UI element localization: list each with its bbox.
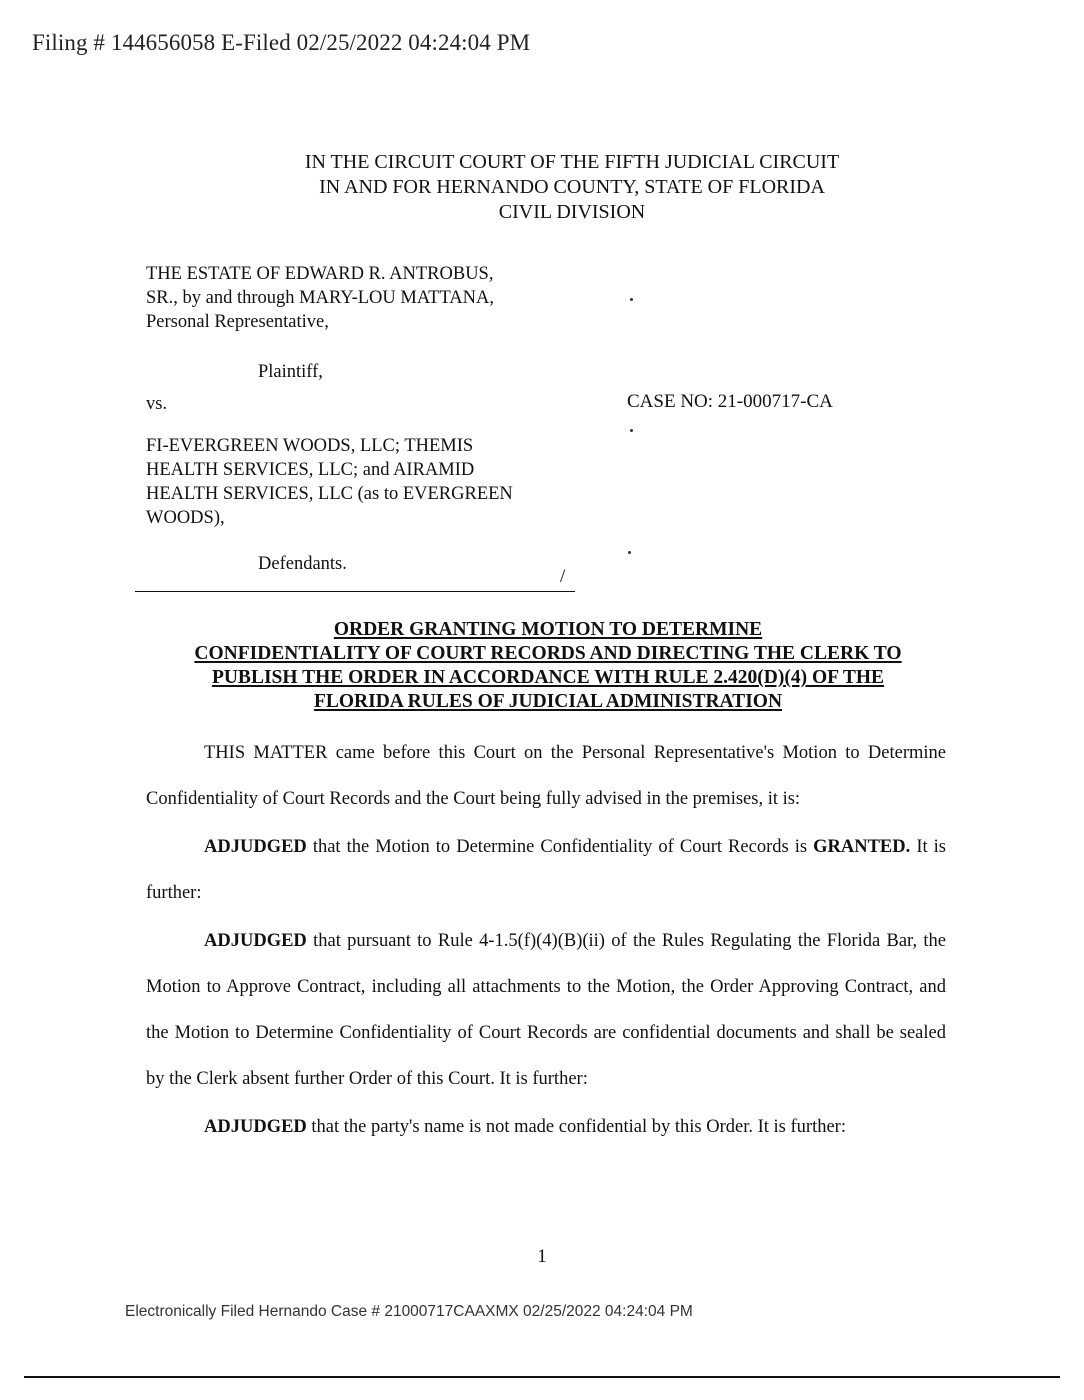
plaintiff-role: Plaintiff, [258,362,323,382]
defendant-line: FI-EVERGREEN WOODS, LLC; THEMIS [146,436,474,456]
order-title-line: ORDER GRANTING MOTION TO DETERMINE [333,619,763,640]
defendant-role: Defendants. [258,554,347,574]
adjudged-label: ADJUDGED [204,931,307,951]
order-title-line: CONFIDENTIALITY OF COURT RECORDS AND DIRECTING THE CLERK TO [194,643,902,664]
paragraph-confidential [146,918,946,1102]
scan-speck [630,298,633,301]
filing-header: Filing # 144656058 E-Filed 02/25/2022 04:24:04 PM [32,30,531,55]
caption-rule [135,591,575,592]
plaintiff-line: THE ESTATE OF EDWARD R. ANTROBUS, [146,264,494,284]
order-title [0,618,1084,714]
paragraph-party-name [146,1104,946,1150]
defendant-line: HEALTH SERVICES, LLC; and AIRAMID [146,460,475,480]
plaintiff-line: Personal Representative, [146,312,329,332]
case-caption [146,262,586,576]
defendant-line: HEALTH SERVICES, LLC (as to EVERGREEN [146,484,513,504]
caption-slash: / [560,566,566,587]
paragraph-text: that the party's name is not made confidential by this Order. It is further: [306,1117,846,1137]
paragraph-granted [146,824,946,916]
order-body [146,730,946,1150]
court-heading-line: CIVIL DIVISION [498,201,646,223]
court-heading-line: IN THE CIRCUIT COURT OF THE FIFTH JUDICIAL CIRCUIT [304,151,840,173]
defendant-line: WOODS), [146,508,225,528]
scan-speck [630,429,633,432]
adjudged-label: ADJUDGED [204,1117,307,1137]
paragraph-text: that pursuant to Rule 4-1.5(f)(4)(B)(ii) of the Rules Regulating the Florida Bar, the Motion to Approve Contract, including all attachments to the Motion, the Order Approving Contract, and the Motion to Determine Confidentiality of Court Records are confidential documents and shall be sealed by the Clerk absent further Order of this Court. It is further: [146,931,946,1089]
paragraph-text: that the Motion to Determine Confidentiality of Court Records is [306,837,814,857]
efiled-footer: Electronically Filed Hernando Case # 21000717CAAXMX 02/25/2022 04:24:04 PM [125,1303,693,1320]
page-number: 1 [537,1246,547,1267]
scan-speck [628,551,631,554]
versus-label: vs. [146,394,168,414]
paragraph-matter: THIS MATTER came before this Court on the Personal Representative's Motion to Determine Confidentiality of Court Records and the Court being fully advised in the premises, it is: [146,743,946,809]
granted-label: GRANTED. [813,837,911,857]
paragraph-text: It is further: [146,837,947,903]
order-title-line: FLORIDA RULES OF JUDICIAL ADMINISTRATION [313,691,783,712]
court-heading-line: IN AND FOR HERNANDO COUNTY, STATE OF FLORIDA [319,176,825,198]
case-number: CASE NO: 21-000717-CA [627,391,833,412]
order-title-line: PUBLISH THE ORDER IN ACCORDANCE WITH RULE 2.420(D)(4) OF THE [211,667,885,688]
bottom-rule [24,1376,1060,1378]
plaintiff-line: SR., by and through MARY-LOU MATTANA, [146,288,494,308]
court-heading [0,150,1084,225]
adjudged-label: ADJUDGED [204,837,307,857]
